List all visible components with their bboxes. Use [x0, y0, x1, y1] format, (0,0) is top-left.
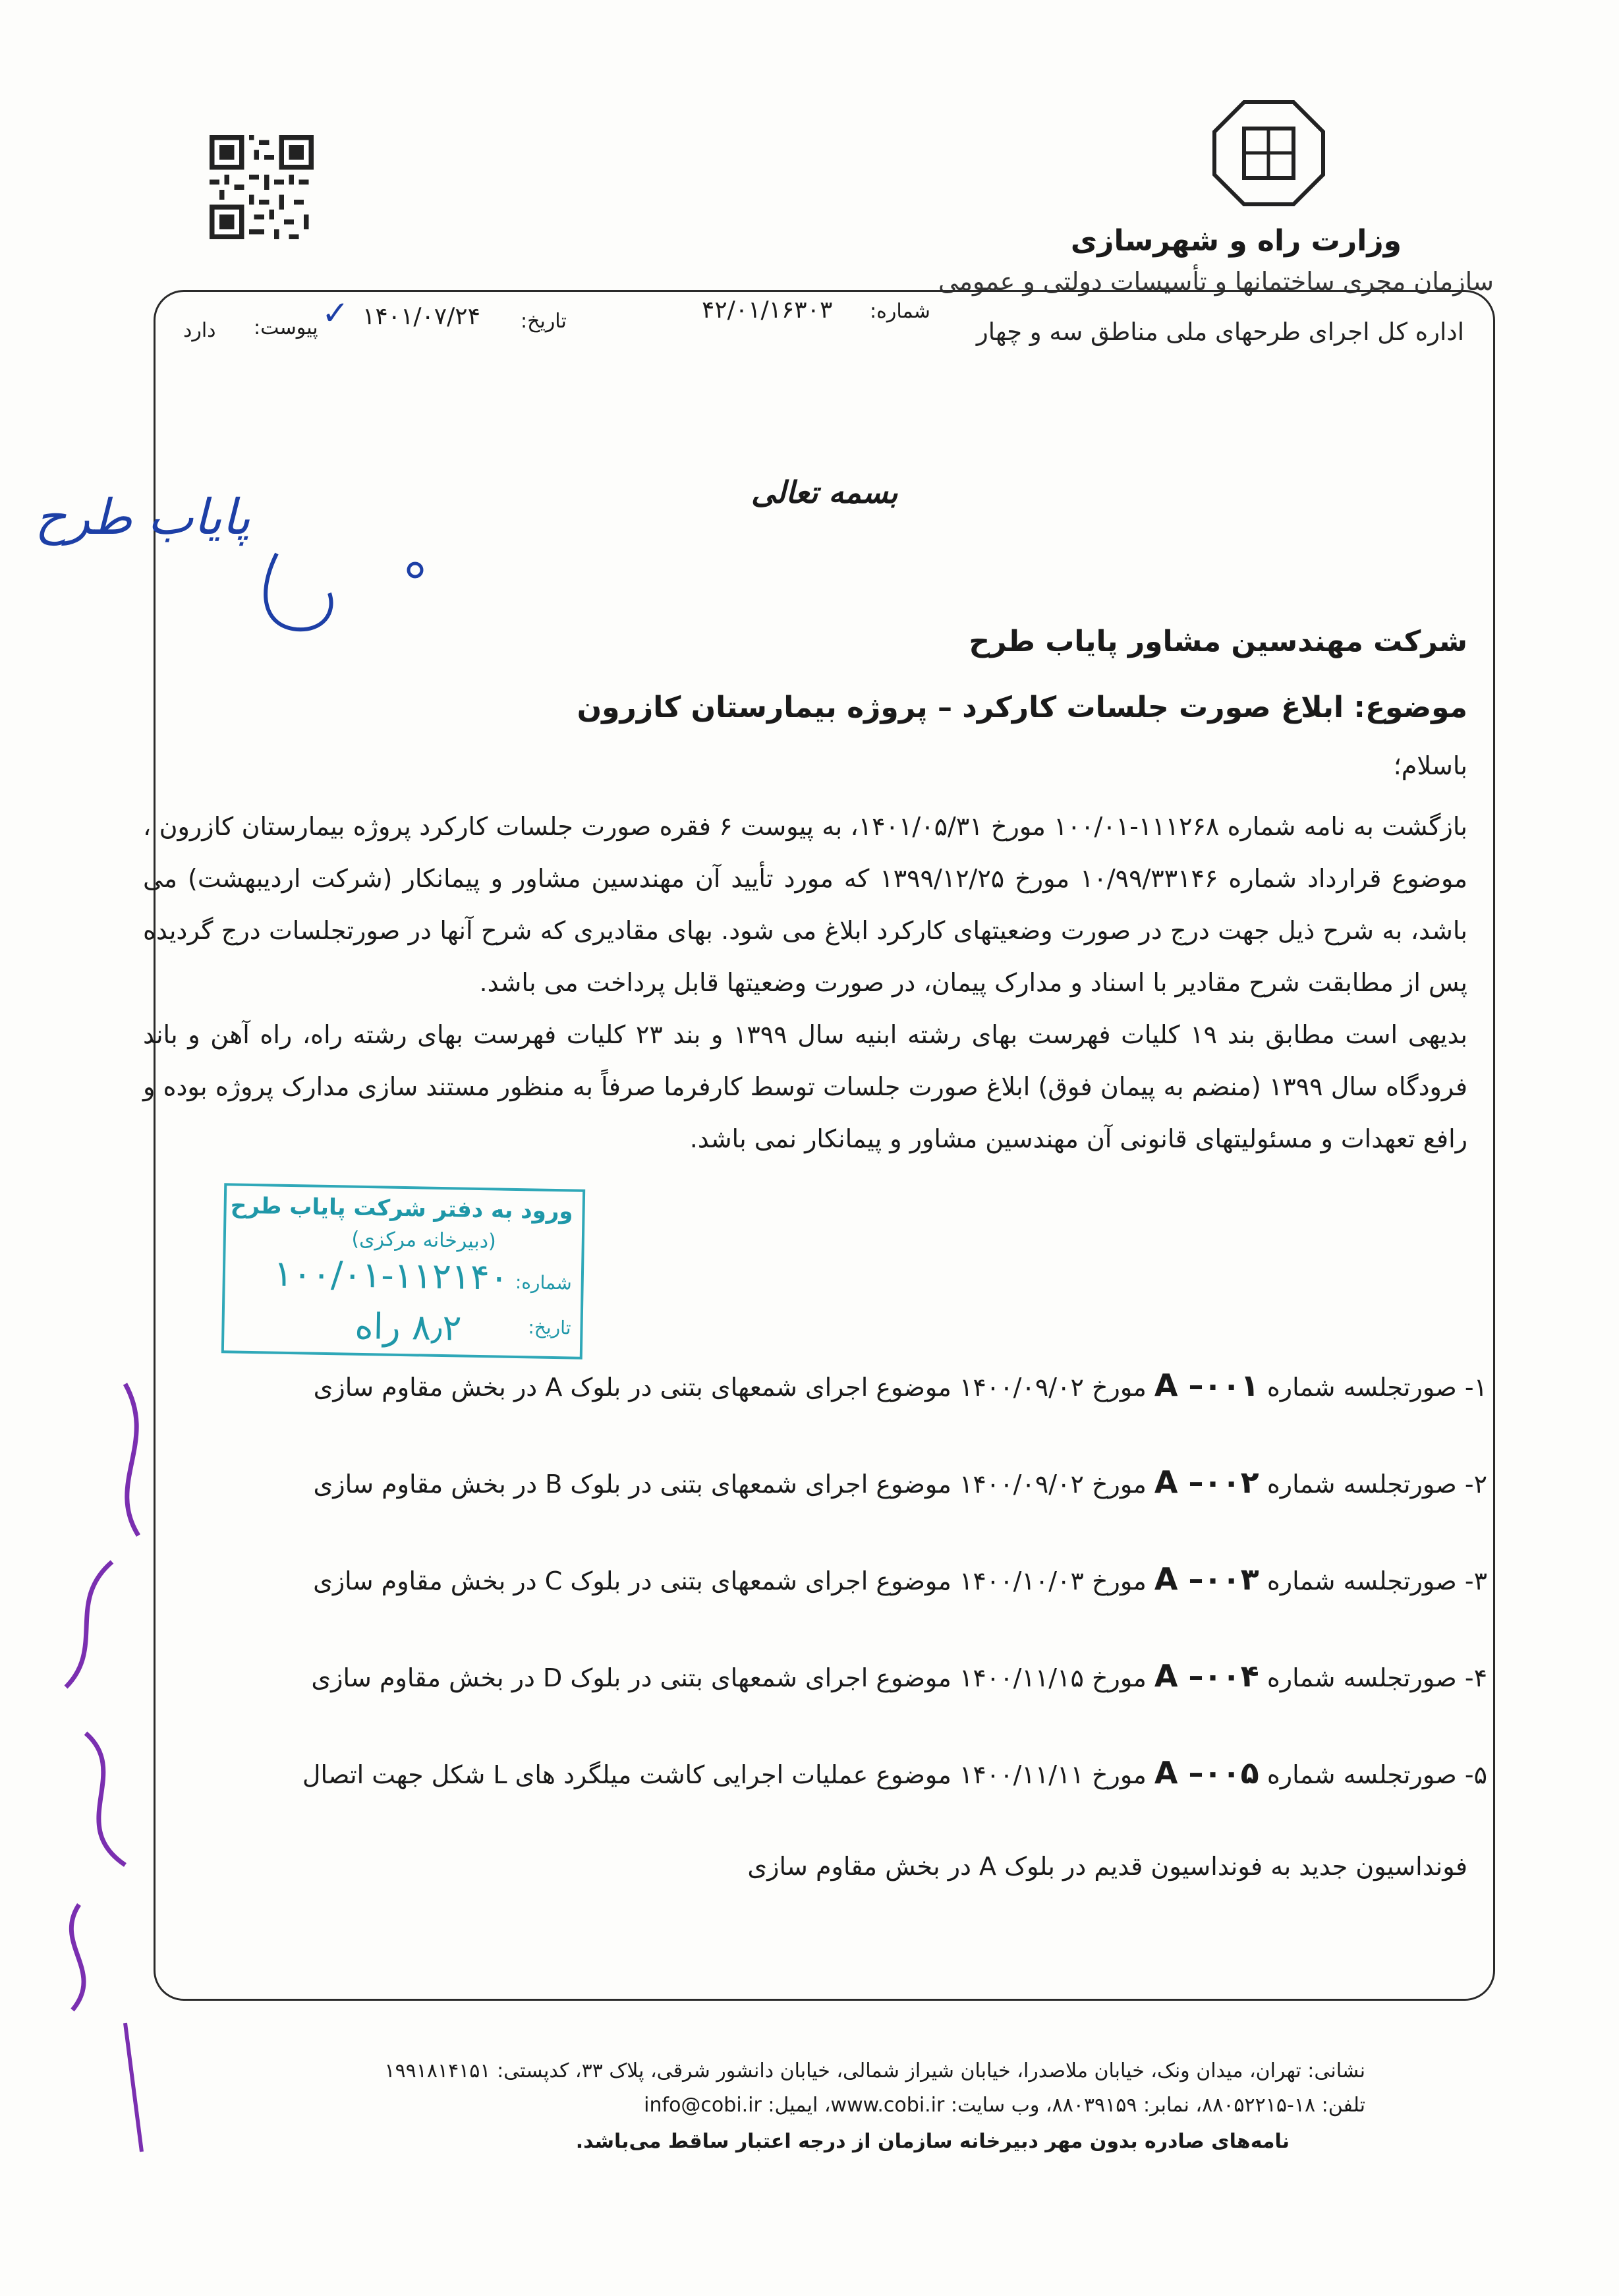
stamp-title: ورود به دفتر شرکت پایاب طرح	[230, 1192, 573, 1225]
handwritten-note-text: پایاب طرح	[35, 489, 250, 546]
attachment-value: دارد	[183, 319, 216, 342]
letter-number: ۴۲/۰۱/۱۶۳۰۳	[702, 297, 833, 324]
list-item-continuation: فونداسیون جدید به فونداسیون قدیم در بلوک A در بخش مقاوم سازی	[747, 1852, 1467, 1881]
footer-contact: تلفن: ۱۸-۸۸۰۵۲۲۱۵، نمابر: ۸۸۰۳۹۱۵۹، وب سایت: www.cobi.ir، ایمیل: info@cobi.ir	[644, 2094, 1365, 2117]
letter-body	[143, 801, 1467, 1165]
number-label: شماره:	[870, 300, 930, 323]
paragraph-1: بازگشت به نامه شماره ۱۱۱۲۶۸-۱۰۰/۰۱ مورخ ۱۴۰۱/۰۵/۳۱، به پیوست ۶ فقره صورت جلسات کارکرد پروژه بیمارستان کازرون ، موضوع قرارداد شماره ۱۰/۹۹/۳۳۱۴۶ مورخ ۱۳۹۹/۱۲/۲۵ که مورد تأیید آن مهندسین مشاور و پیمانکار (شرکت اردیبهشت) می باشد، به شرح ذیل جهت درج در صورت وضعیتهای کارکرد ابلاغ می شود. بهای مقادیری که شرح آنها در صورتجلسات درج گردیده پس از مطابقت شرح مقادیر با اسناد و مدارک پیمان، در صورت وضعیتها قابل پرداخت می باشد.	[143, 812, 1468, 997]
list-item: ۴- صورتجلسه شماره A –۰۰۴ مورخ ۱۴۰۰/۱۱/۱۵ موضوع اجرای شمعهای بتنی در بلوک D در بخش مقاوم سازی	[311, 1658, 1487, 1694]
subject: موضوع: ابلاغ صورت جلسات کارکرد – پروژه بیمارستان کازرون	[577, 691, 1467, 724]
footer-notice: نامه‌های صادره بدون مهر دبیرخانه سازمان از درجه اعتبار ساقط می‌باشد.	[575, 2130, 1290, 2153]
recipient: شرکت مهندسین مشاور پایاب طرح	[969, 625, 1467, 658]
list-item: ۱- صورتجلسه شماره A –۰۰۱ مورخ ۱۴۰۰/۰۹/۰۲ موضوع اجرای شمعهای بتنی در بلوک A در بخش مقاوم سازی	[313, 1367, 1487, 1403]
basmala: بسمه تعالی	[751, 474, 898, 510]
qr-code	[210, 135, 314, 239]
department-name: اداره کل اجرای طرحهای ملی مناطق سه و چهار	[976, 318, 1464, 346]
ministry-logo	[1211, 99, 1326, 208]
organization-name: سازمان مجری ساختمانها و تأسیسات دولتی و عمومی	[938, 267, 1494, 296]
list-item: ۲- صورتجلسه شماره A –۰۰۲ مورخ ۱۴۰۰/۰۹/۰۲ موضوع اجرای شمعهای بتنی در بلوک B در بخش مقاوم سازی	[313, 1464, 1487, 1500]
handwritten-note	[35, 461, 593, 639]
stamp-date-label: تاریخ:	[528, 1316, 571, 1339]
stamp-date: ۸٫۲ راه	[354, 1305, 463, 1349]
greeting: باسلام؛	[1393, 751, 1467, 780]
check-mark-icon: ✓	[322, 294, 349, 332]
stamp-number: ۱۰۰/۰۱-۱۱۲۱۴۰	[273, 1252, 509, 1298]
date-label: تاریخ:	[521, 310, 567, 333]
footer-address: نشانی: تهران، میدان ونک، خیابان ملاصدرا، خیابان شیراز شمالی، خیابان دانشور شرقی، پلاک ۳۳، کدپستی: ۱۹۹۱۸۱۴۱۵۱	[384, 2059, 1365, 2082]
receipt-stamp	[221, 1183, 585, 1360]
stamp-subtitle: (دبیرخانه مرکزی)	[351, 1227, 497, 1253]
paragraph-2: بدیهی است مطابق بند ۱۹ کلیات فهرست بهای رشته ابنیه سال ۱۳۹۹ و بند ۲۳ کلیات فهرست بهای رشته راه، راه آهن و باند فرودگاه سال ۱۳۹۹ (منضم به پیمان فوق) ابلاغ صورت جلسات توسط کارفرما صرفاً به منظور مستند سازی مدارک پروژه بوده و رافع تعهدات و مسئولیتهای قانونی آن مهندسین مشاور و پیمانکار نمی باشد.	[143, 1020, 1467, 1153]
attachment-label: پیوست:	[254, 316, 318, 339]
letter-date: ۱۴۰۱/۰۷/۲۴	[362, 303, 480, 330]
ministry-name: وزارت راه و شهرسازی	[1070, 224, 1402, 258]
handwritten-margin-annotation	[26, 1364, 185, 2155]
stamp-number-label: شماره:	[515, 1271, 573, 1294]
list-item: ۳- صورتجلسه شماره A –۰۰۳ مورخ ۱۴۰۰/۱۰/۰۳ موضوع اجرای شمعهای بتنی در بلوک C در بخش مقاوم سازی	[313, 1561, 1487, 1597]
list-item: ۵- صورتجلسه شماره A –۰۰۵ مورخ ۱۴۰۰/۱۱/۱۱ موضوع عملیات اجرایی کاشت میلگرد های L شکل جهت اتصال	[302, 1755, 1487, 1791]
